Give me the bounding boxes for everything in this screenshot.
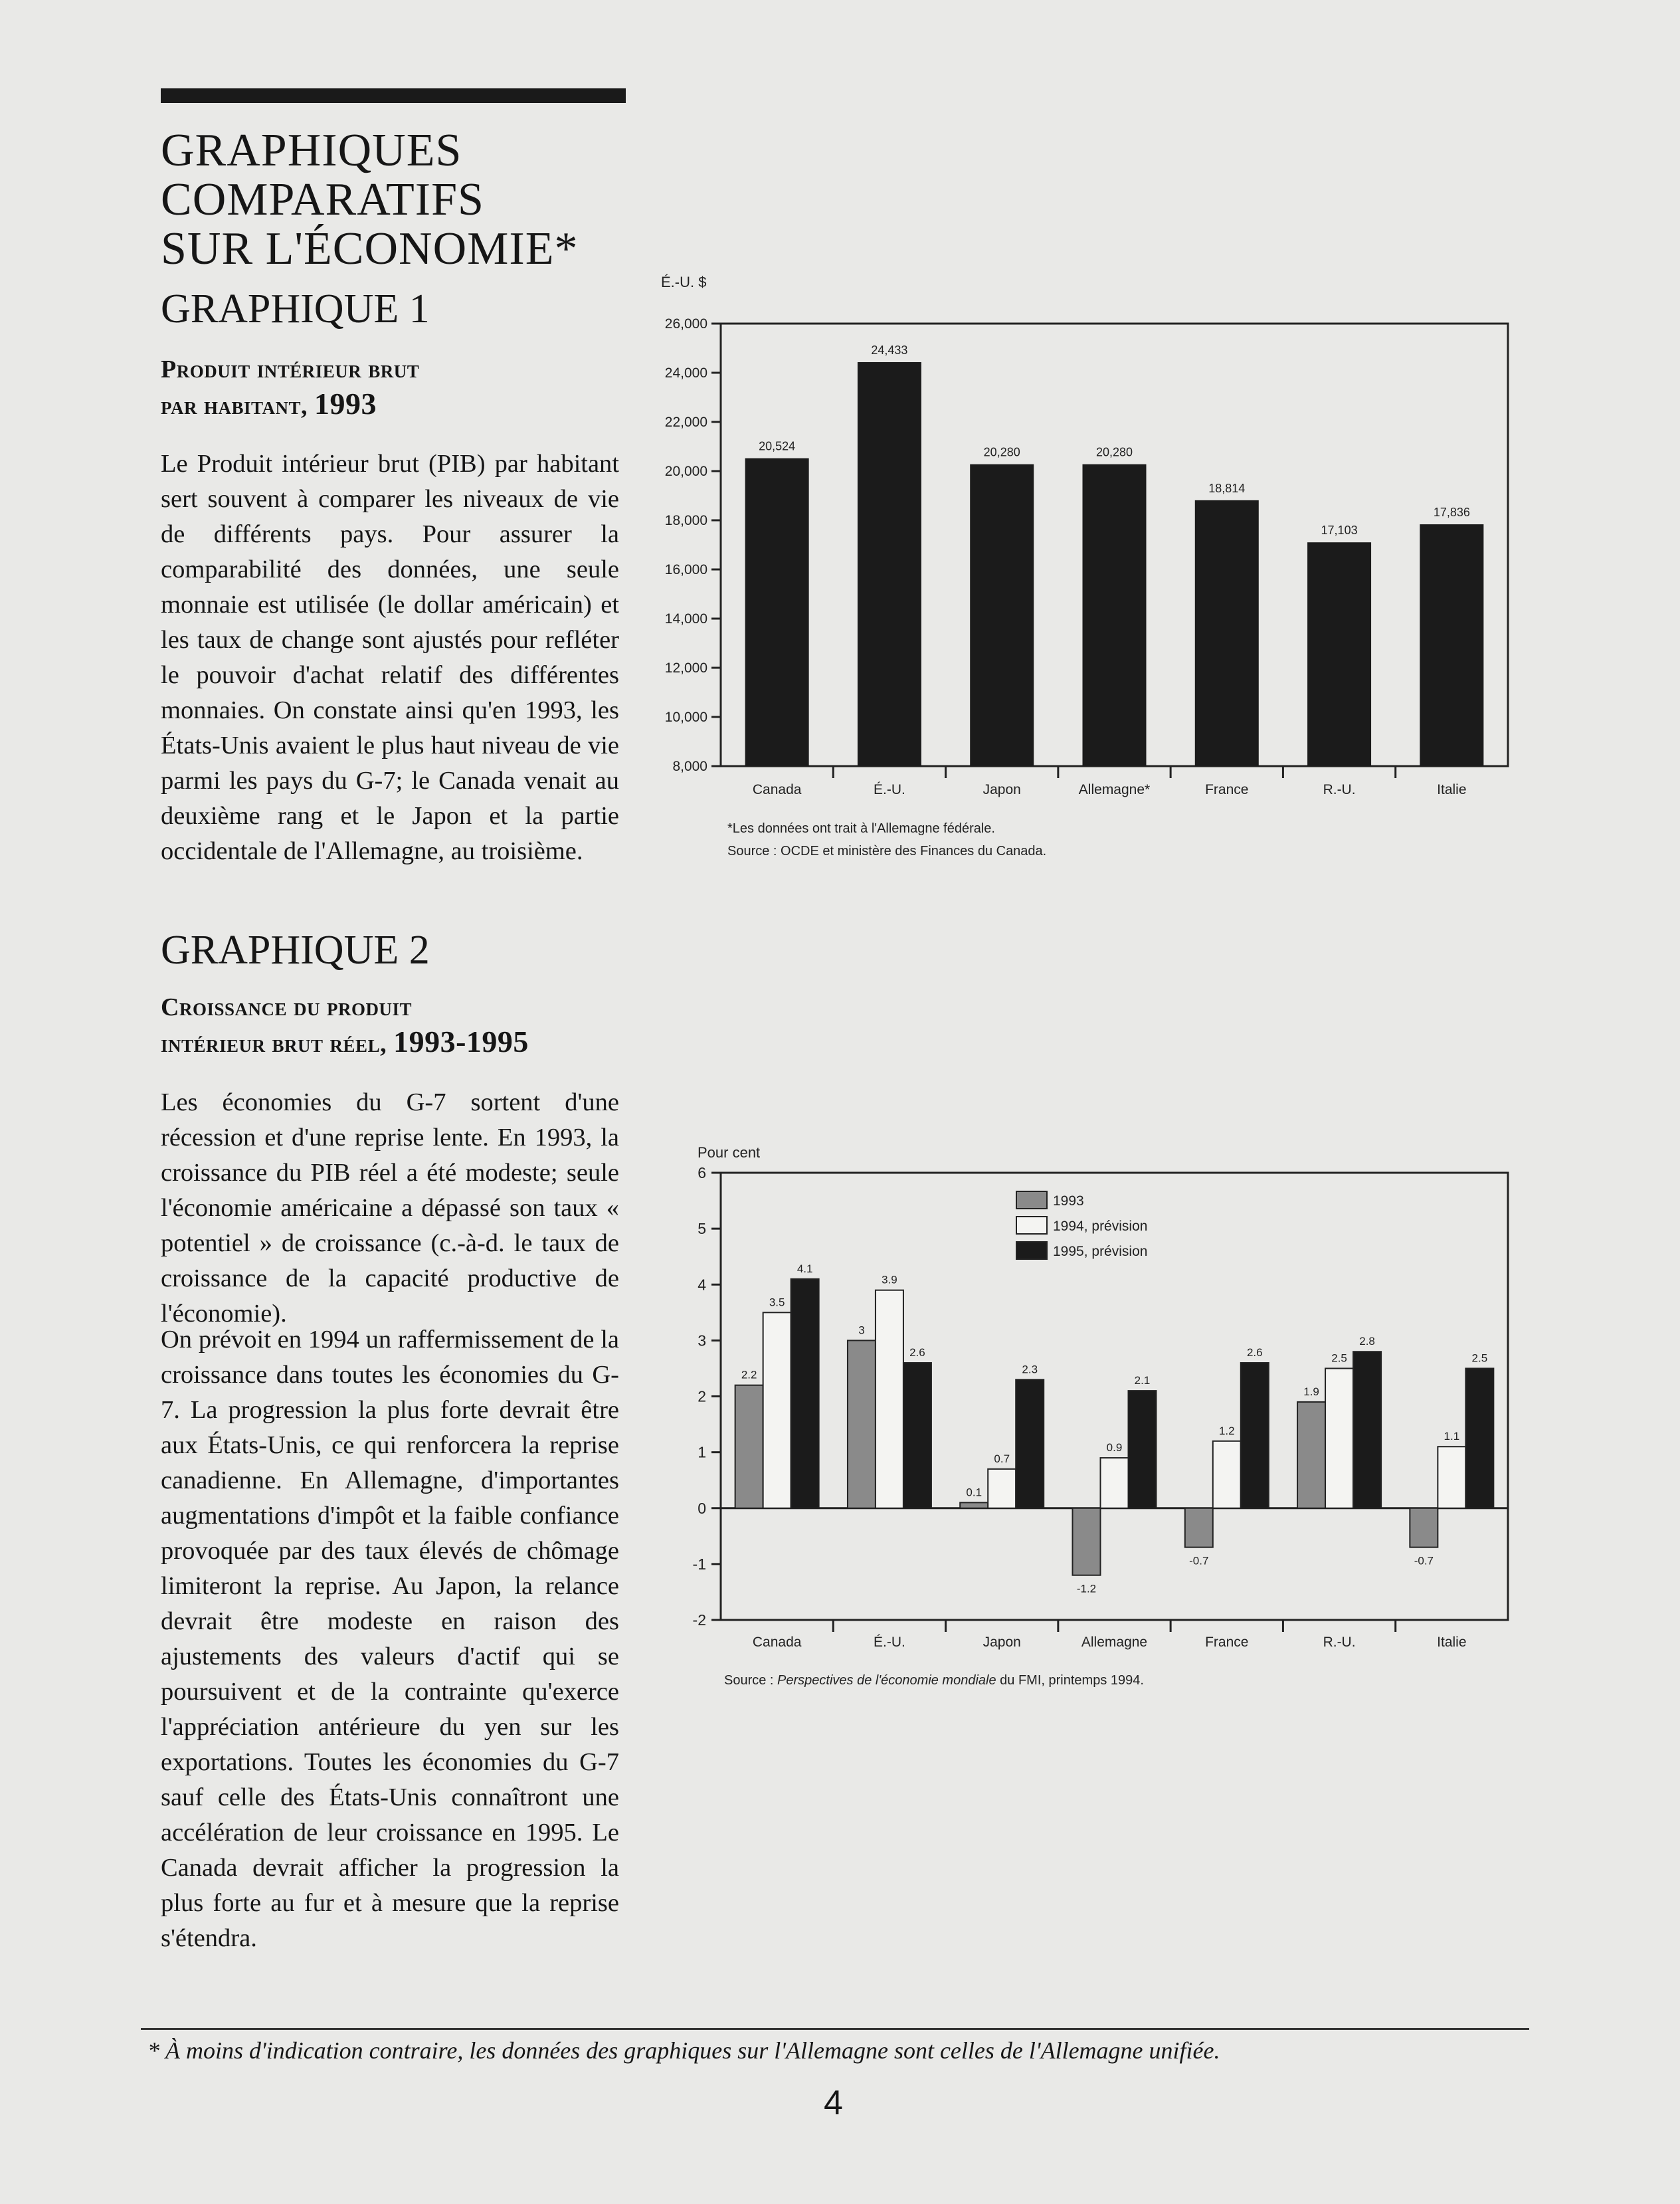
graph1-subtitle-line2 xyxy=(161,387,419,423)
x-tick-label: R.-U. xyxy=(1323,1635,1356,1650)
x-tick-label: É.-U. xyxy=(874,1635,905,1650)
value-label: -1.2 xyxy=(1076,1582,1097,1595)
legend-swatch xyxy=(1016,1217,1047,1234)
graph2-heading: GRAPHIQUE 2 xyxy=(161,928,430,973)
graph2-paragraph-1: Les économies du G-7 sortent d'une récession et d'une reprise lente. En 1993, la croissance du PIB réel a été modeste; seule l'économie américaine a dépassé son taux « potentiel » de croissance (c.-à-d. le taux de croissance de la capacité productive de l'économie). xyxy=(161,1088,619,1328)
value-label: 20,524 xyxy=(759,439,796,453)
value-label: 1.1 xyxy=(1444,1430,1460,1443)
x-tick-label: Allemagne xyxy=(1081,1635,1148,1650)
x-tick-label: R.-U. xyxy=(1323,782,1356,797)
y-tick-label: 1 xyxy=(698,1443,706,1461)
y-tick-label: 8,000 xyxy=(672,759,707,774)
x-tick-label: Allemagne* xyxy=(1078,782,1151,797)
x-tick-label: Japon xyxy=(982,782,1021,797)
value-label: 2.5 xyxy=(1471,1352,1488,1365)
page-number: 4 xyxy=(824,2084,843,2122)
chart2-source-prefix: Source : xyxy=(724,1673,778,1688)
y-tick-label: 5 xyxy=(698,1220,706,1238)
value-label: 0.7 xyxy=(994,1452,1010,1465)
bar xyxy=(745,458,809,766)
value-label: 2.5 xyxy=(1331,1352,1347,1365)
value-label: 0.9 xyxy=(1106,1441,1123,1454)
chart2-source xyxy=(724,1673,1144,1688)
value-label: 0.1 xyxy=(966,1486,982,1499)
x-tick-label: Canada xyxy=(752,782,802,797)
value-label: 3.5 xyxy=(769,1296,785,1309)
y-tick-label: 3 xyxy=(698,1332,706,1350)
bar xyxy=(960,1502,988,1508)
legend-swatch xyxy=(1016,1242,1047,1259)
value-label: 20,280 xyxy=(1095,445,1133,459)
y-tick-label: 12,000 xyxy=(664,660,707,676)
bar xyxy=(1129,1391,1157,1508)
graph1-subtitle-text: par habitant, xyxy=(161,392,315,420)
value-label: 2.1 xyxy=(1134,1374,1151,1387)
chart1-note: *Les données ont trait à l'Allemagne fédérale. xyxy=(727,821,995,836)
value-label: 1.9 xyxy=(1303,1385,1319,1398)
bar xyxy=(1307,542,1371,766)
y-tick-label: 14,000 xyxy=(664,611,707,627)
bar xyxy=(1410,1508,1438,1548)
value-label: -0.7 xyxy=(1189,1554,1209,1567)
y-axis-label: Pour cent xyxy=(698,1144,761,1161)
chart1-source: Source : OCDE et ministère des Finances du Canada. xyxy=(727,844,1047,858)
bar xyxy=(1195,500,1259,766)
bar xyxy=(735,1385,763,1508)
bar xyxy=(876,1290,903,1508)
bar xyxy=(1438,1447,1465,1508)
bar xyxy=(1185,1508,1213,1548)
x-tick-label: Italie xyxy=(1437,782,1467,797)
bar xyxy=(1016,1379,1044,1508)
graph2-subtitle-line2 xyxy=(161,1025,529,1061)
bar xyxy=(858,362,921,766)
graph1-paragraph: Le Produit intérieur brut (PIB) par habitant sert souvent à comparer les niveaux de vie de différents pays. Pour assurer la comparabilité des données, une seule monnaie est utilisée (le dollar américain) et les taux de change sont ajustés pour refléter le pouvoir d'achat relatif des différentes monnaies. On constate ainsi qu'en 1993, les États-Unis avaient le plus haut niveau de vie parmi les pays du G-7; le Canada venait au deuxième rang et le Japon et la partie occidentale de l'Allemagne, au troisième. xyxy=(161,450,619,865)
graph2-paragraph-2: On prévoit en 1994 un raffermissement de la croissance dans toutes les économies du G-7. La progression la plus forte devrait être aux États-Unis, ce qui renforcera la reprise canadienne. En Allemagne, d'importantes augmentations d'impôt et la faible confiance provoquée par des taux élevés de chômage limiteront la reprise. Au Japon, la relance devrait être modeste en raison des ajustements des valeurs d'actif qui se poursuivent et de la contrainte qu'exerce l'appréciation antérieure du yen sur les exportations. Toutes les économies du G-7 sauf celle des États-Unis connaîtront une accélération de leur croissance en 1995. Le Canada devrait afficher la progression la plus forte au fur et à mesure que la reprise s'étendra. xyxy=(161,1326,619,1952)
footnote: * À moins d'indication contraire, les données des graphiques sur l'Allemagne sont celles de l'Allemagne unifiée. xyxy=(147,2037,1220,2064)
header-rule xyxy=(161,88,626,103)
y-tick-label: 10,000 xyxy=(664,710,707,725)
bar xyxy=(1213,1441,1241,1508)
value-label: 2.2 xyxy=(741,1368,757,1381)
legend-swatch xyxy=(1016,1191,1047,1209)
y-tick-label: 6 xyxy=(698,1164,706,1181)
x-tick-label: Japon xyxy=(982,1635,1021,1650)
graph1-heading: GRAPHIQUE 1 xyxy=(161,286,430,332)
legend xyxy=(1016,1191,1147,1259)
graph1-subtitle-year: 1993 xyxy=(314,387,377,421)
chart2-source-title: Perspectives de l'économie mondiale xyxy=(777,1673,996,1688)
bar xyxy=(1465,1368,1493,1508)
value-label: 2.3 xyxy=(1022,1363,1038,1376)
value-label: 2.6 xyxy=(909,1346,925,1359)
x-tick-label: É.-U. xyxy=(874,782,905,797)
plot-frame xyxy=(721,324,1508,766)
graph2-subtitle-text: intérieur brut réel, xyxy=(161,1030,394,1058)
x-tick-label: France xyxy=(1205,1635,1249,1650)
bar xyxy=(970,464,1034,766)
value-label: 17,103 xyxy=(1321,524,1358,538)
value-label: 3.9 xyxy=(882,1273,897,1286)
y-tick-label: -2 xyxy=(692,1611,706,1629)
bar xyxy=(1083,464,1147,766)
x-tick-label: Italie xyxy=(1437,1635,1467,1650)
value-label: 2.8 xyxy=(1359,1335,1375,1348)
graph2-subtitle-year: 1993-1995 xyxy=(393,1025,529,1058)
y-tick-label: 26,000 xyxy=(664,316,707,332)
value-label: 17,836 xyxy=(1433,506,1470,520)
value-label: 1.2 xyxy=(1218,1424,1235,1437)
y-tick-label: 0 xyxy=(698,1499,706,1517)
bar xyxy=(848,1340,876,1508)
bar xyxy=(1073,1508,1101,1575)
y-tick-label: -1 xyxy=(692,1555,706,1573)
plot-frame xyxy=(721,1173,1508,1620)
y-axis-label: É.-U. $ xyxy=(661,274,707,290)
bar xyxy=(1297,1402,1325,1508)
value-label: 3 xyxy=(858,1324,865,1337)
x-tick-label: France xyxy=(1205,782,1249,797)
graph2-subtitle xyxy=(161,990,529,1061)
value-label: 20,280 xyxy=(983,445,1020,459)
legend-label: 1993 xyxy=(1053,1193,1084,1209)
value-label: 24,433 xyxy=(871,343,908,357)
y-tick-label: 24,000 xyxy=(664,365,707,381)
bar xyxy=(988,1469,1016,1508)
bar xyxy=(763,1312,791,1508)
bar xyxy=(1241,1363,1269,1508)
bar xyxy=(1325,1368,1353,1508)
value-label: 18,814 xyxy=(1208,481,1246,495)
bar xyxy=(903,1363,931,1508)
bar xyxy=(791,1279,819,1508)
chart2-source-suffix: du FMI, printemps 1994. xyxy=(996,1673,1144,1688)
legend-label: 1994, prévision xyxy=(1053,1219,1148,1234)
graph1-subtitle xyxy=(161,352,419,423)
y-tick-label: 16,000 xyxy=(664,562,707,577)
y-tick-label: 2 xyxy=(698,1387,706,1405)
value-label: 4.1 xyxy=(796,1262,813,1275)
bar xyxy=(1353,1352,1381,1508)
bar xyxy=(1420,524,1483,766)
graph1-subtitle-line1: Produit intérieur brut xyxy=(161,355,420,383)
value-label: 2.6 xyxy=(1246,1346,1263,1359)
legend-label: 1995, prévision xyxy=(1053,1244,1148,1259)
y-tick-label: 22,000 xyxy=(664,415,707,430)
y-tick-label: 18,000 xyxy=(664,513,707,528)
footnote-rule xyxy=(141,2028,1529,2030)
x-tick-label: Canada xyxy=(752,1635,802,1650)
value-label: -0.7 xyxy=(1414,1554,1434,1567)
page-title: GRAPHIQUES COMPARATIFS SUR L'ÉCONOMIE* xyxy=(161,125,579,274)
y-tick-label: 4 xyxy=(698,1276,706,1294)
bar xyxy=(1101,1458,1129,1508)
graph2-subtitle-line1: Croissance du produit xyxy=(161,993,412,1021)
y-tick-label: 20,000 xyxy=(664,464,707,479)
